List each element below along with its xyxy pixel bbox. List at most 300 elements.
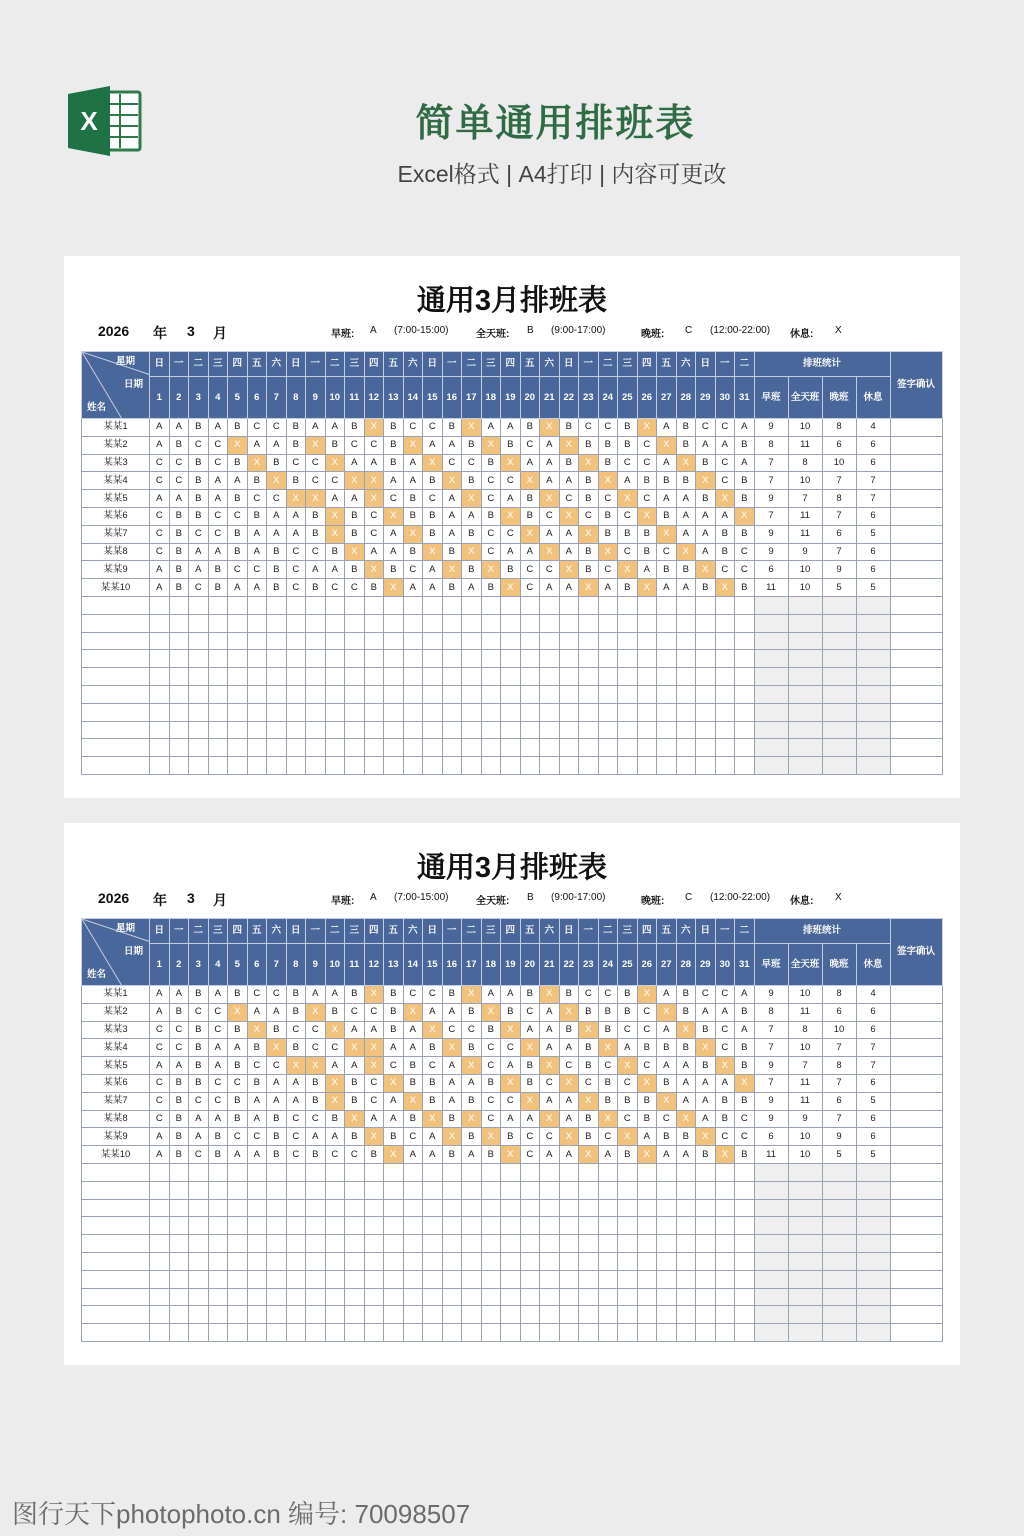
sign-cell[interactable] bbox=[890, 1181, 942, 1199]
shift-cell[interactable]: B bbox=[598, 525, 618, 543]
shift-cell[interactable] bbox=[169, 703, 189, 721]
shift-cell[interactable] bbox=[189, 1306, 209, 1324]
employee-name[interactable] bbox=[82, 1199, 150, 1217]
shift-cell[interactable] bbox=[735, 650, 755, 668]
shift-cell[interactable] bbox=[735, 1217, 755, 1235]
shift-cell[interactable]: B bbox=[676, 419, 696, 437]
shift-cell[interactable]: B bbox=[735, 436, 755, 454]
shift-cell[interactable]: B bbox=[189, 1074, 209, 1092]
shift-cell[interactable] bbox=[169, 1163, 189, 1181]
shift-cell[interactable]: A bbox=[540, 579, 560, 597]
shift-cell[interactable]: A bbox=[520, 454, 540, 472]
shift-cell[interactable]: B bbox=[657, 1074, 677, 1092]
shift-cell[interactable]: A bbox=[325, 986, 345, 1004]
shift-cell[interactable] bbox=[559, 721, 579, 739]
shift-cell[interactable]: X bbox=[676, 1021, 696, 1039]
shift-cell[interactable]: A bbox=[559, 472, 579, 490]
shift-cell[interactable]: B bbox=[579, 561, 599, 579]
shift-cell[interactable] bbox=[598, 1288, 618, 1306]
shift-cell[interactable] bbox=[306, 1306, 326, 1324]
shift-cell[interactable]: A bbox=[208, 1057, 228, 1075]
shift-cell[interactable] bbox=[501, 1324, 521, 1342]
shift-cell[interactable]: C bbox=[189, 525, 209, 543]
shift-cell[interactable] bbox=[579, 721, 599, 739]
shift-cell[interactable] bbox=[735, 1235, 755, 1253]
shift-cell[interactable] bbox=[579, 614, 599, 632]
employee-name[interactable] bbox=[82, 1163, 150, 1181]
shift-cell[interactable]: A bbox=[306, 561, 326, 579]
shift-cell[interactable] bbox=[657, 1306, 677, 1324]
shift-cell[interactable] bbox=[715, 1181, 735, 1199]
shift-cell[interactable] bbox=[618, 1217, 638, 1235]
shift-cell[interactable] bbox=[637, 721, 657, 739]
shift-cell[interactable] bbox=[267, 596, 287, 614]
shift-cell[interactable]: X bbox=[364, 1039, 384, 1057]
shift-cell[interactable]: A bbox=[618, 472, 638, 490]
shift-cell[interactable]: C bbox=[520, 561, 540, 579]
shift-cell[interactable] bbox=[579, 596, 599, 614]
shift-cell[interactable] bbox=[247, 685, 267, 703]
shift-cell[interactable]: C bbox=[501, 472, 521, 490]
shift-cell[interactable] bbox=[559, 739, 579, 757]
shift-cell[interactable]: A bbox=[150, 561, 170, 579]
shift-cell[interactable]: A bbox=[501, 490, 521, 508]
shift-cell[interactable]: A bbox=[306, 1128, 326, 1146]
shift-cell[interactable] bbox=[403, 739, 423, 757]
shift-cell[interactable] bbox=[403, 614, 423, 632]
shift-cell[interactable]: X bbox=[286, 1057, 306, 1075]
shift-cell[interactable] bbox=[735, 703, 755, 721]
shift-cell[interactable] bbox=[345, 632, 365, 650]
shift-cell[interactable] bbox=[247, 1235, 267, 1253]
shift-cell[interactable] bbox=[267, 757, 287, 775]
shift-cell[interactable] bbox=[559, 1306, 579, 1324]
shift-cell[interactable]: X bbox=[657, 1092, 677, 1110]
shift-cell[interactable]: X bbox=[325, 1074, 345, 1092]
shift-cell[interactable] bbox=[208, 685, 228, 703]
shift-cell[interactable] bbox=[423, 739, 443, 757]
shift-cell[interactable]: X bbox=[540, 1110, 560, 1128]
shift-cell[interactable]: C bbox=[306, 1021, 326, 1039]
employee-name[interactable] bbox=[82, 721, 150, 739]
shift-cell[interactable]: B bbox=[696, 490, 716, 508]
shift-cell[interactable] bbox=[579, 1270, 599, 1288]
shift-cell[interactable]: C bbox=[715, 1039, 735, 1057]
shift-cell[interactable] bbox=[657, 1252, 677, 1270]
shift-cell[interactable] bbox=[735, 632, 755, 650]
shift-cell[interactable] bbox=[247, 632, 267, 650]
shift-cell[interactable] bbox=[286, 650, 306, 668]
shift-cell[interactable] bbox=[403, 1270, 423, 1288]
shift-cell[interactable]: C bbox=[364, 507, 384, 525]
shift-cell[interactable]: B bbox=[579, 543, 599, 561]
shift-cell[interactable] bbox=[598, 739, 618, 757]
shift-cell[interactable]: X bbox=[247, 1021, 267, 1039]
shift-cell[interactable]: A bbox=[442, 1057, 462, 1075]
shift-cell[interactable]: B bbox=[325, 543, 345, 561]
shift-cell[interactable]: A bbox=[501, 1110, 521, 1128]
shift-cell[interactable]: X bbox=[501, 1074, 521, 1092]
shift-cell[interactable] bbox=[481, 1181, 501, 1199]
shift-cell[interactable] bbox=[579, 1181, 599, 1199]
shift-cell[interactable] bbox=[540, 1288, 560, 1306]
shift-cell[interactable] bbox=[208, 1235, 228, 1253]
shift-cell[interactable]: B bbox=[579, 1057, 599, 1075]
shift-cell[interactable] bbox=[364, 1235, 384, 1253]
shift-cell[interactable]: A bbox=[247, 579, 267, 597]
shift-cell[interactable] bbox=[208, 1324, 228, 1342]
shift-cell[interactable] bbox=[481, 703, 501, 721]
shift-cell[interactable]: C bbox=[540, 507, 560, 525]
shift-cell[interactable] bbox=[676, 668, 696, 686]
shift-cell[interactable] bbox=[169, 685, 189, 703]
shift-cell[interactable] bbox=[559, 596, 579, 614]
shift-cell[interactable]: B bbox=[481, 507, 501, 525]
shift-cell[interactable]: B bbox=[618, 525, 638, 543]
shift-cell[interactable]: A bbox=[715, 436, 735, 454]
shift-cell[interactable] bbox=[657, 1235, 677, 1253]
shift-cell[interactable]: X bbox=[462, 1057, 482, 1075]
shift-cell[interactable] bbox=[637, 1217, 657, 1235]
sign-cell[interactable] bbox=[890, 1128, 942, 1146]
shift-cell[interactable]: C bbox=[598, 490, 618, 508]
shift-cell[interactable]: X bbox=[442, 561, 462, 579]
shift-cell[interactable]: A bbox=[150, 1128, 170, 1146]
shift-cell[interactable] bbox=[715, 1217, 735, 1235]
shift-cell[interactable] bbox=[559, 668, 579, 686]
shift-cell[interactable]: B bbox=[598, 454, 618, 472]
shift-cell[interactable] bbox=[657, 703, 677, 721]
shift-cell[interactable]: B bbox=[657, 507, 677, 525]
shift-cell[interactable]: X bbox=[696, 472, 716, 490]
shift-cell[interactable] bbox=[657, 650, 677, 668]
shift-cell[interactable]: B bbox=[169, 543, 189, 561]
shift-cell[interactable]: B bbox=[735, 1039, 755, 1057]
shift-cell[interactable]: X bbox=[637, 1146, 657, 1164]
shift-cell[interactable] bbox=[267, 1306, 287, 1324]
shift-cell[interactable] bbox=[306, 1235, 326, 1253]
shift-cell[interactable]: C bbox=[637, 436, 657, 454]
shift-cell[interactable]: A bbox=[208, 419, 228, 437]
shift-cell[interactable]: C bbox=[715, 454, 735, 472]
shift-cell[interactable]: X bbox=[247, 454, 267, 472]
shift-cell[interactable]: B bbox=[169, 1092, 189, 1110]
employee-name[interactable]: 某某1 bbox=[82, 986, 150, 1004]
shift-cell[interactable] bbox=[735, 1288, 755, 1306]
shift-cell[interactable]: A bbox=[715, 1074, 735, 1092]
shift-cell[interactable]: B bbox=[247, 507, 267, 525]
shift-cell[interactable]: C bbox=[267, 986, 287, 1004]
shift-cell[interactable] bbox=[150, 1288, 170, 1306]
shift-cell[interactable] bbox=[403, 596, 423, 614]
shift-cell[interactable]: B bbox=[442, 579, 462, 597]
shift-cell[interactable] bbox=[423, 1306, 443, 1324]
shift-cell[interactable]: X bbox=[637, 986, 657, 1004]
shift-cell[interactable]: C bbox=[325, 1146, 345, 1164]
shift-cell[interactable]: B bbox=[189, 986, 209, 1004]
shift-cell[interactable] bbox=[442, 721, 462, 739]
shift-cell[interactable]: C bbox=[618, 454, 638, 472]
shift-cell[interactable]: B bbox=[735, 490, 755, 508]
sign-cell[interactable] bbox=[890, 1199, 942, 1217]
sign-cell[interactable] bbox=[890, 614, 942, 632]
shift-cell[interactable] bbox=[676, 757, 696, 775]
shift-cell[interactable]: C bbox=[598, 986, 618, 1004]
shift-cell[interactable] bbox=[384, 757, 404, 775]
employee-name[interactable]: 某某2 bbox=[82, 1003, 150, 1021]
shift-cell[interactable]: X bbox=[559, 561, 579, 579]
shift-cell[interactable] bbox=[579, 1288, 599, 1306]
shift-cell[interactable]: C bbox=[189, 1003, 209, 1021]
shift-cell[interactable]: B bbox=[501, 1128, 521, 1146]
shift-cell[interactable]: X bbox=[520, 1092, 540, 1110]
shift-cell[interactable]: C bbox=[228, 507, 248, 525]
shift-cell[interactable]: A bbox=[169, 1057, 189, 1075]
shift-cell[interactable] bbox=[501, 1217, 521, 1235]
shift-cell[interactable] bbox=[228, 1217, 248, 1235]
shift-cell[interactable]: A bbox=[559, 1146, 579, 1164]
shift-cell[interactable]: X bbox=[735, 1074, 755, 1092]
shift-cell[interactable]: X bbox=[325, 1092, 345, 1110]
shift-cell[interactable] bbox=[657, 1199, 677, 1217]
shift-cell[interactable] bbox=[540, 1235, 560, 1253]
shift-cell[interactable] bbox=[715, 1324, 735, 1342]
shift-cell[interactable] bbox=[559, 632, 579, 650]
shift-cell[interactable] bbox=[364, 1306, 384, 1324]
shift-cell[interactable] bbox=[442, 1288, 462, 1306]
shift-cell[interactable]: C bbox=[384, 1057, 404, 1075]
shift-cell[interactable]: C bbox=[579, 419, 599, 437]
shift-cell[interactable] bbox=[579, 1217, 599, 1235]
shift-cell[interactable]: B bbox=[598, 1074, 618, 1092]
shift-cell[interactable] bbox=[735, 596, 755, 614]
shift-cell[interactable]: A bbox=[267, 525, 287, 543]
shift-cell[interactable]: X bbox=[501, 1146, 521, 1164]
shift-cell[interactable]: A bbox=[442, 490, 462, 508]
shift-cell[interactable]: C bbox=[150, 454, 170, 472]
shift-cell[interactable] bbox=[696, 721, 716, 739]
shift-cell[interactable] bbox=[364, 1163, 384, 1181]
shift-cell[interactable]: A bbox=[325, 1057, 345, 1075]
shift-cell[interactable]: C bbox=[598, 561, 618, 579]
shift-cell[interactable] bbox=[501, 668, 521, 686]
shift-cell[interactable]: A bbox=[442, 1074, 462, 1092]
shift-cell[interactable] bbox=[150, 632, 170, 650]
shift-cell[interactable]: C bbox=[403, 561, 423, 579]
shift-cell[interactable]: A bbox=[325, 490, 345, 508]
shift-cell[interactable] bbox=[462, 703, 482, 721]
shift-cell[interactable] bbox=[384, 1288, 404, 1306]
shift-cell[interactable] bbox=[520, 685, 540, 703]
shift-cell[interactable] bbox=[267, 1199, 287, 1217]
shift-cell[interactable] bbox=[657, 1217, 677, 1235]
shift-cell[interactable] bbox=[481, 650, 501, 668]
shift-cell[interactable] bbox=[520, 650, 540, 668]
shift-cell[interactable] bbox=[559, 1270, 579, 1288]
shift-cell[interactable]: X bbox=[501, 454, 521, 472]
shift-cell[interactable]: C bbox=[306, 454, 326, 472]
shift-cell[interactable] bbox=[501, 596, 521, 614]
shift-cell[interactable]: A bbox=[384, 472, 404, 490]
shift-cell[interactable] bbox=[228, 685, 248, 703]
shift-cell[interactable]: A bbox=[267, 1003, 287, 1021]
shift-cell[interactable] bbox=[286, 721, 306, 739]
shift-cell[interactable]: C bbox=[208, 525, 228, 543]
shift-cell[interactable] bbox=[384, 632, 404, 650]
shift-cell[interactable]: B bbox=[579, 1039, 599, 1057]
shift-cell[interactable]: X bbox=[462, 490, 482, 508]
shift-cell[interactable] bbox=[715, 1252, 735, 1270]
shift-cell[interactable]: C bbox=[364, 436, 384, 454]
shift-cell[interactable]: B bbox=[618, 1092, 638, 1110]
shift-cell[interactable] bbox=[462, 1163, 482, 1181]
shift-cell[interactable]: C bbox=[169, 1039, 189, 1057]
shift-cell[interactable] bbox=[520, 614, 540, 632]
shift-cell[interactable]: A bbox=[150, 1003, 170, 1021]
shift-cell[interactable]: A bbox=[150, 490, 170, 508]
shift-cell[interactable]: B bbox=[696, 1021, 716, 1039]
shift-cell[interactable]: C bbox=[481, 1110, 501, 1128]
shift-cell[interactable]: B bbox=[676, 472, 696, 490]
shift-cell[interactable] bbox=[520, 632, 540, 650]
shift-cell[interactable]: A bbox=[696, 1003, 716, 1021]
shift-cell[interactable]: B bbox=[306, 1146, 326, 1164]
shift-cell[interactable] bbox=[228, 1163, 248, 1181]
shift-cell[interactable] bbox=[559, 1217, 579, 1235]
shift-cell[interactable] bbox=[579, 668, 599, 686]
shift-cell[interactable] bbox=[442, 596, 462, 614]
shift-cell[interactable]: B bbox=[423, 472, 443, 490]
shift-cell[interactable]: A bbox=[442, 1092, 462, 1110]
shift-cell[interactable] bbox=[559, 614, 579, 632]
shift-cell[interactable]: C bbox=[540, 561, 560, 579]
shift-cell[interactable]: B bbox=[423, 1092, 443, 1110]
shift-cell[interactable]: B bbox=[325, 1003, 345, 1021]
shift-cell[interactable]: B bbox=[384, 986, 404, 1004]
shift-cell[interactable]: X bbox=[423, 1021, 443, 1039]
shift-cell[interactable] bbox=[559, 1288, 579, 1306]
shift-cell[interactable]: B bbox=[267, 561, 287, 579]
shift-cell[interactable]: B bbox=[501, 561, 521, 579]
shift-cell[interactable]: X bbox=[286, 490, 306, 508]
shift-cell[interactable] bbox=[481, 739, 501, 757]
shift-cell[interactable] bbox=[267, 614, 287, 632]
employee-name[interactable] bbox=[82, 596, 150, 614]
shift-cell[interactable]: B bbox=[345, 507, 365, 525]
shift-cell[interactable]: X bbox=[657, 436, 677, 454]
shift-cell[interactable] bbox=[696, 1288, 716, 1306]
shift-cell[interactable] bbox=[462, 1306, 482, 1324]
shift-cell[interactable]: C bbox=[169, 472, 189, 490]
shift-cell[interactable]: B bbox=[501, 436, 521, 454]
employee-name[interactable]: 某某5 bbox=[82, 1057, 150, 1075]
shift-cell[interactable]: X bbox=[345, 543, 365, 561]
shift-cell[interactable] bbox=[442, 739, 462, 757]
shift-cell[interactable]: B bbox=[345, 986, 365, 1004]
shift-cell[interactable]: A bbox=[637, 1128, 657, 1146]
employee-name[interactable]: 某某3 bbox=[82, 1021, 150, 1039]
shift-cell[interactable]: A bbox=[501, 543, 521, 561]
shift-cell[interactable]: X bbox=[325, 507, 345, 525]
shift-cell[interactable]: B bbox=[579, 1003, 599, 1021]
shift-cell[interactable]: X bbox=[618, 1128, 638, 1146]
shift-cell[interactable] bbox=[228, 703, 248, 721]
shift-cell[interactable] bbox=[696, 1163, 716, 1181]
shift-cell[interactable] bbox=[676, 1252, 696, 1270]
shift-cell[interactable] bbox=[696, 650, 716, 668]
shift-cell[interactable]: A bbox=[442, 436, 462, 454]
shift-cell[interactable]: X bbox=[267, 1039, 287, 1057]
shift-cell[interactable]: X bbox=[559, 1128, 579, 1146]
shift-cell[interactable] bbox=[247, 668, 267, 686]
shift-cell[interactable]: A bbox=[364, 1110, 384, 1128]
shift-cell[interactable] bbox=[598, 703, 618, 721]
shift-cell[interactable]: C bbox=[715, 419, 735, 437]
shift-cell[interactable]: C bbox=[150, 543, 170, 561]
shift-cell[interactable]: B bbox=[637, 525, 657, 543]
shift-cell[interactable] bbox=[598, 596, 618, 614]
shift-cell[interactable] bbox=[637, 1270, 657, 1288]
shift-cell[interactable]: B bbox=[247, 472, 267, 490]
shift-cell[interactable] bbox=[384, 739, 404, 757]
shift-cell[interactable]: B bbox=[169, 1074, 189, 1092]
shift-cell[interactable]: A bbox=[540, 454, 560, 472]
shift-cell[interactable] bbox=[286, 1217, 306, 1235]
shift-cell[interactable]: A bbox=[520, 1110, 540, 1128]
sign-cell[interactable] bbox=[890, 1288, 942, 1306]
shift-cell[interactable]: B bbox=[267, 1021, 287, 1039]
shift-cell[interactable]: C bbox=[286, 1128, 306, 1146]
shift-cell[interactable] bbox=[735, 1252, 755, 1270]
shift-cell[interactable]: X bbox=[345, 1110, 365, 1128]
shift-cell[interactable] bbox=[442, 1252, 462, 1270]
shift-cell[interactable] bbox=[189, 739, 209, 757]
shift-cell[interactable] bbox=[345, 596, 365, 614]
sign-cell[interactable] bbox=[890, 419, 942, 437]
shift-cell[interactable]: C bbox=[150, 472, 170, 490]
shift-cell[interactable] bbox=[325, 1217, 345, 1235]
shift-cell[interactable]: C bbox=[189, 1146, 209, 1164]
shift-cell[interactable]: B bbox=[442, 986, 462, 1004]
shift-cell[interactable]: A bbox=[169, 419, 189, 437]
shift-cell[interactable]: A bbox=[559, 543, 579, 561]
shift-cell[interactable] bbox=[208, 596, 228, 614]
shift-cell[interactable]: A bbox=[345, 490, 365, 508]
shift-cell[interactable] bbox=[267, 1270, 287, 1288]
shift-cell[interactable] bbox=[306, 614, 326, 632]
shift-cell[interactable]: B bbox=[423, 1074, 443, 1092]
shift-cell[interactable]: B bbox=[715, 1092, 735, 1110]
shift-cell[interactable]: B bbox=[403, 1057, 423, 1075]
shift-cell[interactable] bbox=[696, 1270, 716, 1288]
shift-cell[interactable] bbox=[696, 1252, 716, 1270]
shift-cell[interactable] bbox=[637, 1324, 657, 1342]
shift-cell[interactable]: A bbox=[403, 1146, 423, 1164]
shift-cell[interactable]: C bbox=[637, 490, 657, 508]
shift-cell[interactable]: C bbox=[462, 1021, 482, 1039]
shift-cell[interactable] bbox=[637, 1181, 657, 1199]
shift-cell[interactable]: C bbox=[306, 543, 326, 561]
shift-cell[interactable] bbox=[676, 721, 696, 739]
shift-cell[interactable] bbox=[384, 650, 404, 668]
shift-cell[interactable] bbox=[715, 668, 735, 686]
shift-cell[interactable] bbox=[208, 1181, 228, 1199]
shift-cell[interactable]: B bbox=[598, 1003, 618, 1021]
shift-cell[interactable]: B bbox=[462, 472, 482, 490]
shift-cell[interactable]: B bbox=[696, 1146, 716, 1164]
shift-cell[interactable]: B bbox=[169, 1110, 189, 1128]
shift-cell[interactable] bbox=[423, 1217, 443, 1235]
